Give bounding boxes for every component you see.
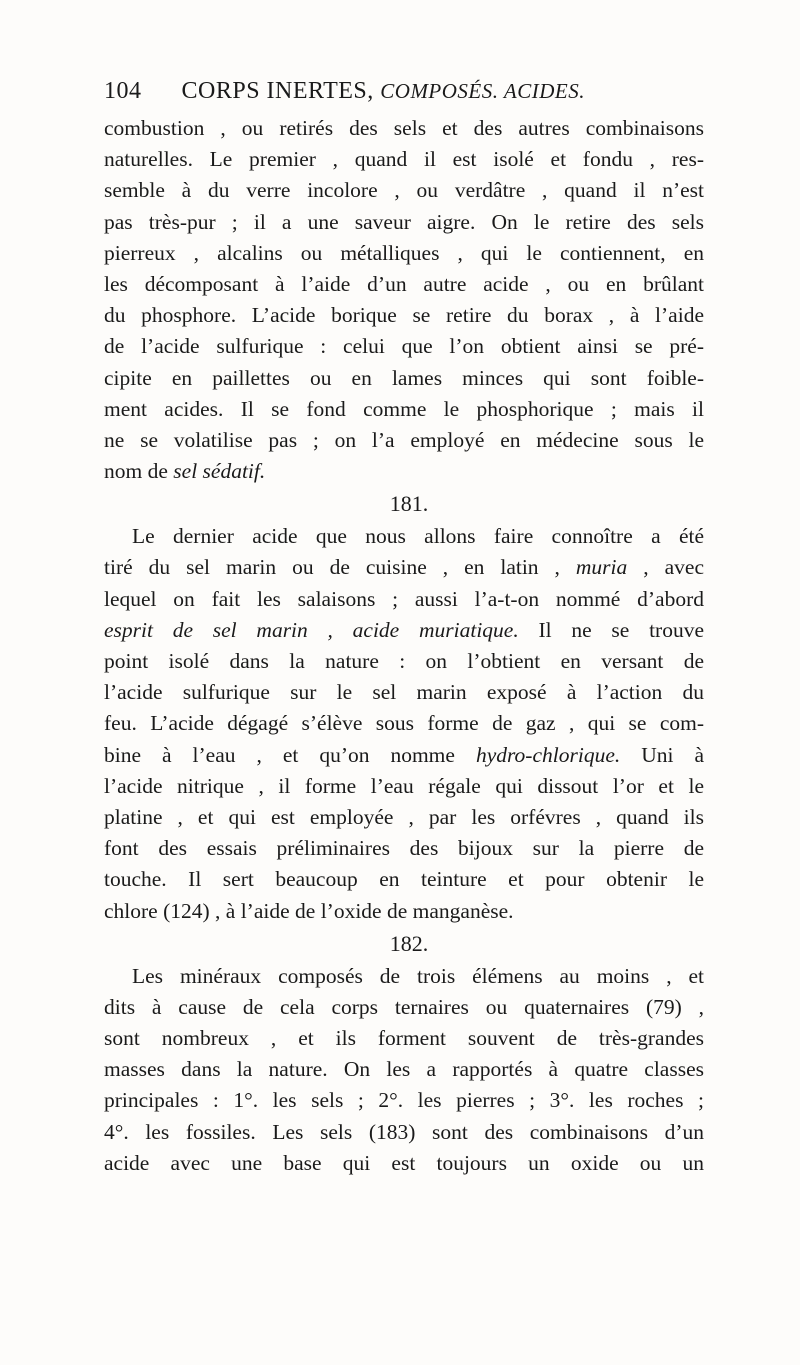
text-line: Le dernier acide que nous allons faire connoître a été	[132, 524, 704, 549]
italic-term: hydro-chlorique.	[475, 742, 621, 767]
text-line: sont nombreux , et ils forment souvent de très-grandes	[104, 1026, 704, 1051]
text-line	[104, 456, 704, 487]
text-line: l’acide sulfurique sur le sel marin exposé à l’action du	[104, 680, 704, 705]
header-title: CORPS INERTES,	[181, 78, 374, 104]
text-span: tiré du sel marin ou de cuisine , en latin ,	[104, 555, 576, 580]
text-line: platine , et qui est employée , par les orfévres , quand ils	[104, 804, 704, 829]
text-span: nom de	[104, 459, 174, 484]
text-line: chlore (124) , à l’aide de l’oxide de manganèse.	[104, 898, 514, 923]
text-line	[104, 615, 704, 646]
text-line: principales : 1°. les sels ; 2°. les pierres ; 3°. les roches ;	[104, 1088, 704, 1113]
text-line: touche. Il sert beaucoup en teinture et pour obtenir le	[104, 867, 704, 892]
text-line: dits à cause de cela corps ternaires ou quaternaires (79) ,	[104, 994, 704, 1019]
text-line: font des essais préliminaires des bijoux sur la pierre de	[104, 836, 704, 861]
running-header	[104, 78, 684, 105]
text-line: feu. L’acide dégagé s’élève sous forme de gaz , qui se com-	[104, 711, 704, 736]
text-line: l’acide nitrique , il forme l’eau régale qui dissout l’or et le	[104, 773, 704, 798]
text-line	[104, 740, 704, 771]
text-line: 4°. les fossiles. Les sels (183) sont des combinaisons d’un	[104, 1119, 704, 1144]
text-line: combustion , ou retirés des sels et des autres combinaisons	[104, 116, 704, 140]
text-line: du phosphore. L’acide borique se retire du borax , à l’aide	[104, 303, 704, 328]
header-title-italic: COMPOSÉS. ACIDES.	[380, 79, 585, 103]
text-line: de l’acide sulfurique : celui que l’on obtient ainsi se pré-	[104, 334, 704, 359]
text-line: acide avec une base qui est toujours un oxide ou un	[104, 1150, 704, 1175]
text-line: naturelles. Le premier , quand il est isolé et fondu , res-	[104, 147, 704, 172]
text-line: pierreux , alcalins ou métalliques , qui le contiennent, en	[104, 240, 704, 265]
text-line: pas très-pur ; il a une saveur aigre. On le retire des sels	[104, 209, 704, 234]
text-span: , avec	[627, 555, 704, 580]
page-number: 104	[104, 78, 142, 104]
italic-term: sel sédatif.	[173, 459, 266, 484]
section-number: 181.	[389, 491, 429, 517]
text-line: les décomposant à l’aide d’un autre acide , ou en brûlant	[104, 271, 704, 296]
text-span: bine à l’eau , et qu’on nomme	[104, 742, 476, 767]
page-body	[104, 113, 704, 1179]
section-number: 182.	[389, 930, 429, 956]
text-line: lequel on fait les salaisons ; aussi l’a-t-on nommé d’abord	[104, 586, 704, 611]
text-line: point isolé dans la nature : on l’obtient en versant de	[104, 649, 704, 673]
text-span: Il ne se trouve	[518, 617, 704, 642]
italic-term: muria	[575, 555, 628, 580]
text-span: Uni à	[620, 742, 704, 767]
text-line: cipite en paillettes ou en lames minces qui sont foible-	[104, 365, 704, 390]
text-line: masses dans la nature. On les a rapportés à quatre classes	[104, 1057, 704, 1082]
text-line: Les minéraux composés de trois élémens au moins , et	[132, 963, 704, 988]
italic-term: esprit de sel marin , acide muriatique.	[104, 617, 519, 642]
text-line: semble à du verre incolore , ou verdâtre , quand il n’est	[104, 178, 704, 203]
text-line	[104, 552, 704, 583]
text-line: ne se volatilise pas ; on l’a employé en médecine sous le	[104, 427, 704, 452]
text-line: ment acides. Il se fond comme le phosphorique ; mais il	[104, 396, 704, 421]
